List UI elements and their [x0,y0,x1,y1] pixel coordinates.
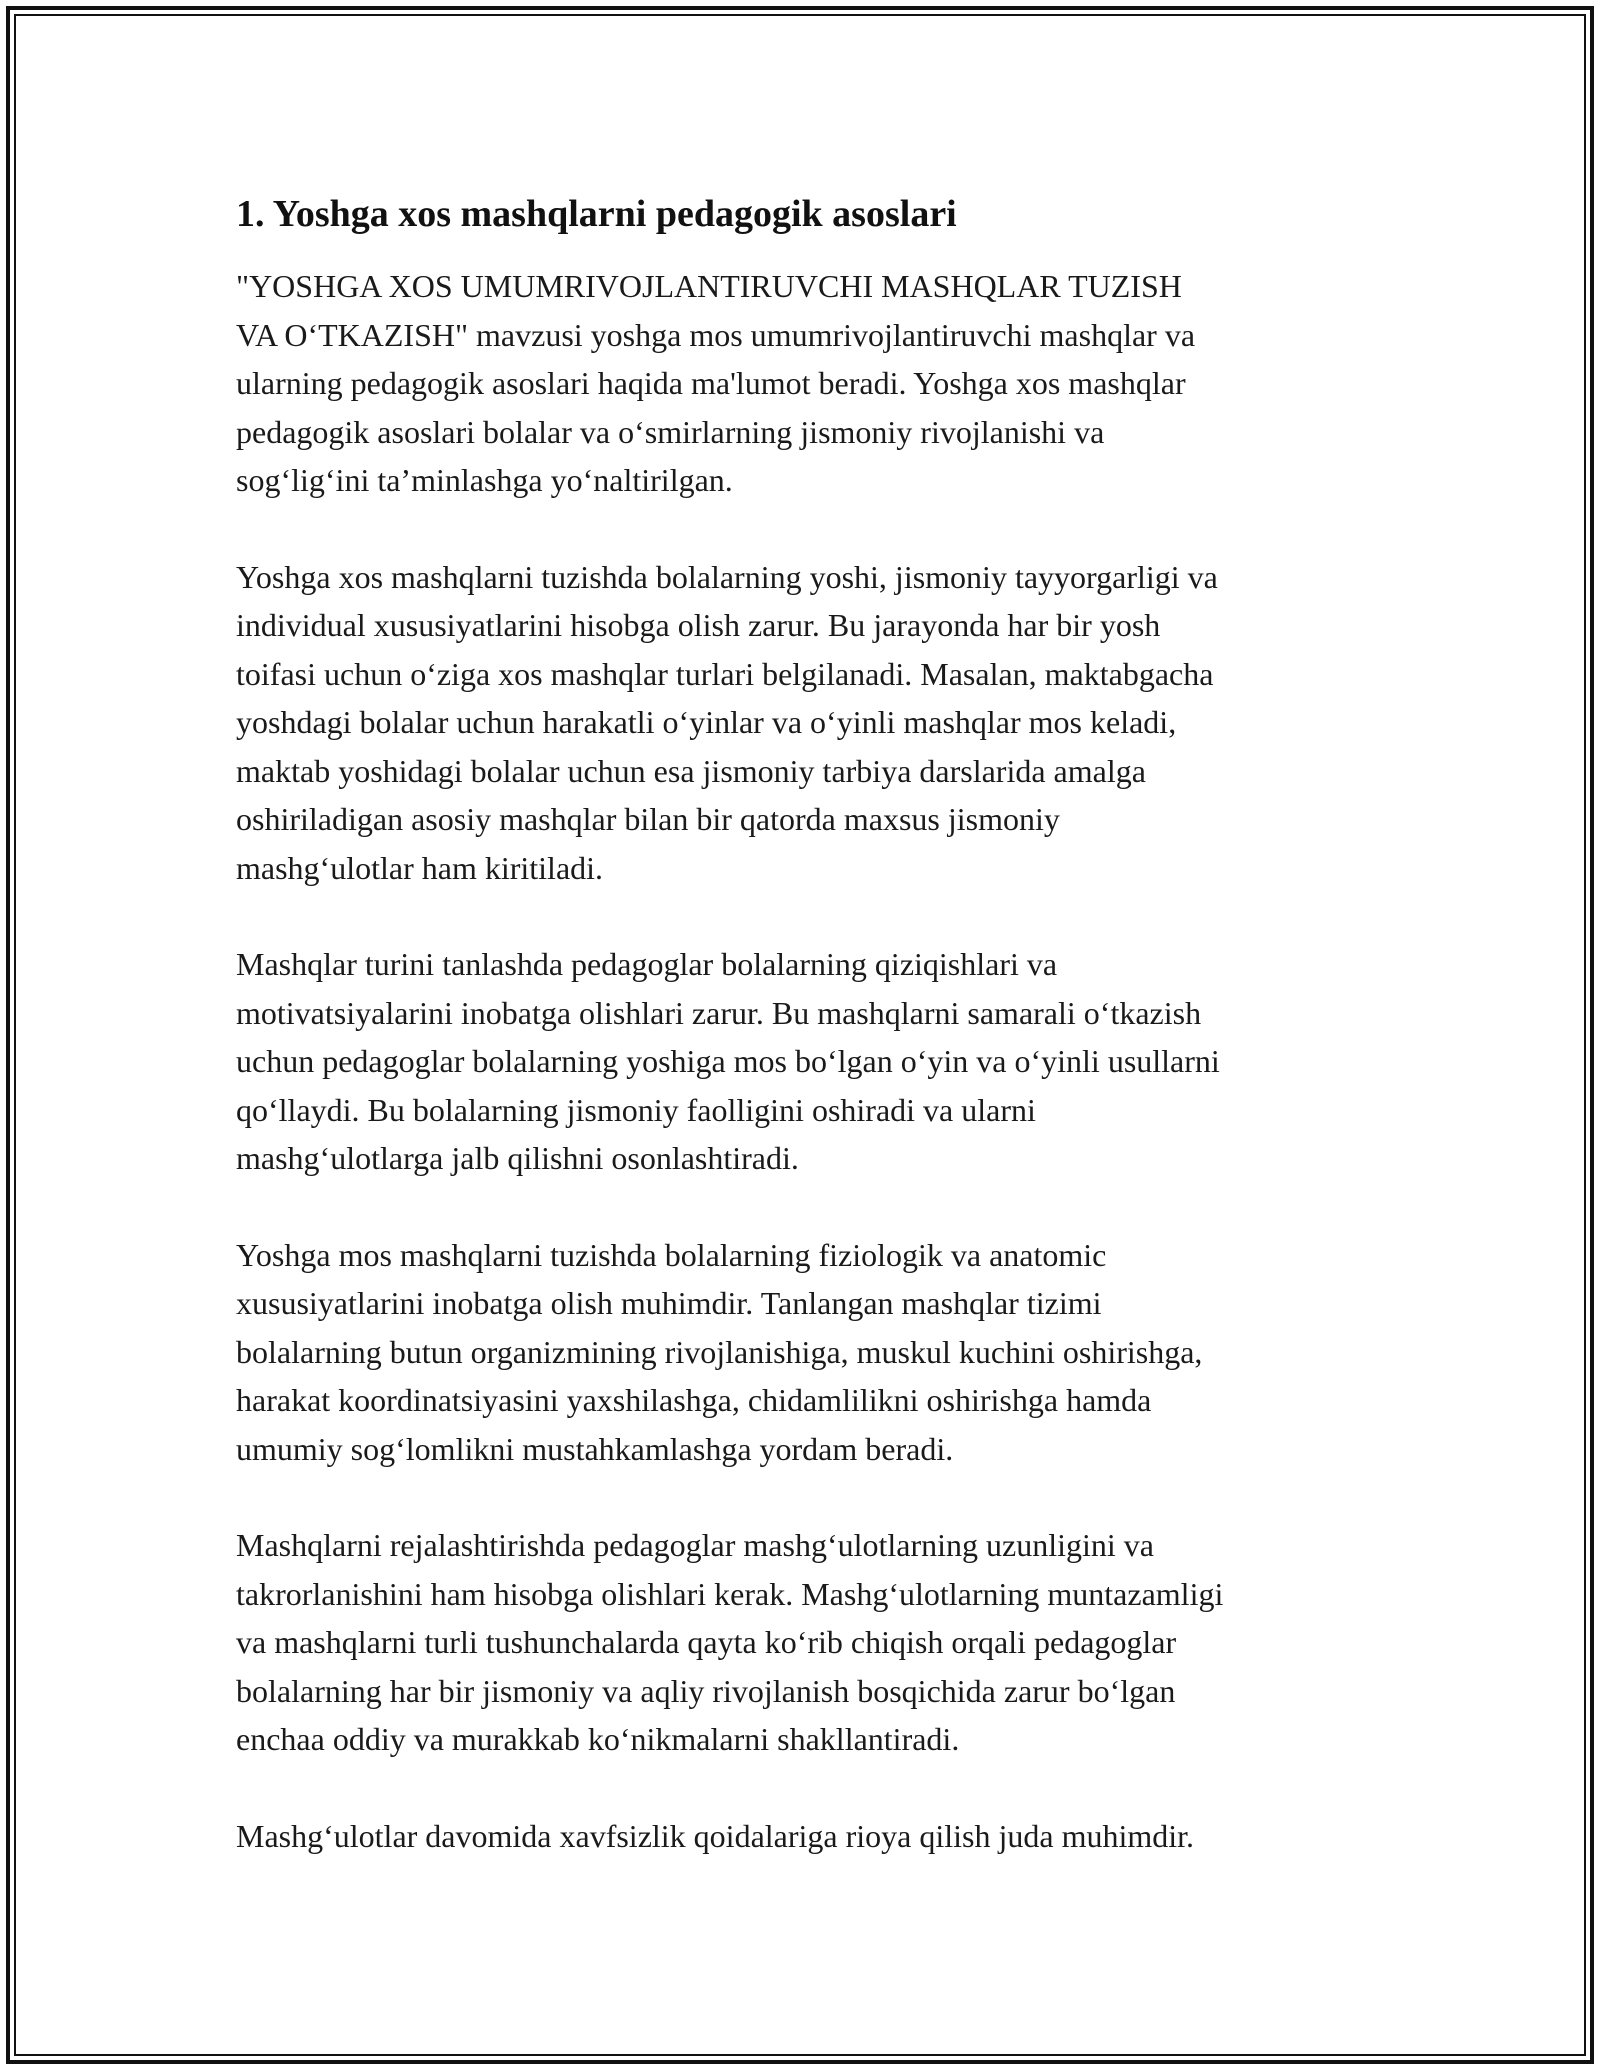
paragraph-intro: "YOSHGA XOS UMUMRIVOJLANTIRUVCHI MASHQLAR TUZISH VA O‘TKAZISH" mavzusi yoshga mos umumrivojlantiruvchi mashqlar va ularning pedagogik asoslari haqida ma'lumot beradi. Yoshga xos mashqlar pedagogik asoslari bolalar va o‘smirlarning jismoniy rivojlanishi va sog‘lig‘ini ta’minlashga yo‘naltirilgan. [236,268,1196,498]
document-body [236,188,1406,1908]
paragraph-safety: Mashg‘ulotlar davomida xavfsizlik qoidalariga rioya qilish juda muhimdir. [236,1817,1195,1854]
paragraph-age-considerations: Yoshga xos mashqlarni tuzishda bolalarning yoshi, jismoniy tayyorgarligi va individual xususiyatlarini hisobga olish zarur. Bu jarayonda har bir yosh toifasi uchun o‘ziga xos mashqlar turlari belgilanadi. Masalan, maktabgacha yoshdagi bolalar uchun harakatli o‘yinlar va o‘yinli mashqlar mos keladi, maktab yoshidagi bolalar uchun esa jismoniy tarbiya darslarida amalga oshiriladigan asosiy mashqlar bilan bir qatorda maxsus jismoniy mashg‘ulotlar ham kiritiladi. [236,558,1218,886]
paragraph-physiology: Yoshga mos mashqlarni tuzishda bolalarning fiziologik va anatomic xususiyatlarini inobatga olish muhimdir. Tanlangan mashqlar tizimi bolalarning butun organizmining rivojlanishiga, muskul kuchini oshirishga, harakat koordinatsiyasini yaxshilashga, chidamlilikni oshirishga hamda umumiy sog‘lomlikni mustahkamlashga yordam beradi. [236,1236,1203,1467]
paragraph-motivation: Mashqlar turini tanlashda pedagoglar bolalarning qiziqishlari va motivatsiyalarini inobatga olishlari zarur. Bu mashqlarni samarali o‘tkazish uchun pedagoglar bolalarning yoshiga mos bo‘lgan o‘yin va o‘yinli usullarni qo‘llaydi. Bu bolalarning jismoniy faolligini oshiradi va ularni mashg‘ulotlarga jalb qilishni osonlashtiradi. [236,946,1220,1176]
paragraph-planning: Mashqlarni rejalashtirishda pedagoglar mashg‘ulotlarning uzunligini va takrorlanishini ham hisobga olishlari kerak. Mashg‘ulotlarning muntazamligi va mashqlarni turli tushunchalarda qayta ko‘rib chiqish orqali pedagoglar bolalarning har bir jismoniy va aqliy rivojlanish bosqichida zarur bo‘lgan enchaa oddiy va murakkab ko‘nikmalarni shakllantiradi. [236,1527,1224,1757]
section-title: 1. Yoshga xos mashqlarni pedagogik asoslari [236,193,957,235]
